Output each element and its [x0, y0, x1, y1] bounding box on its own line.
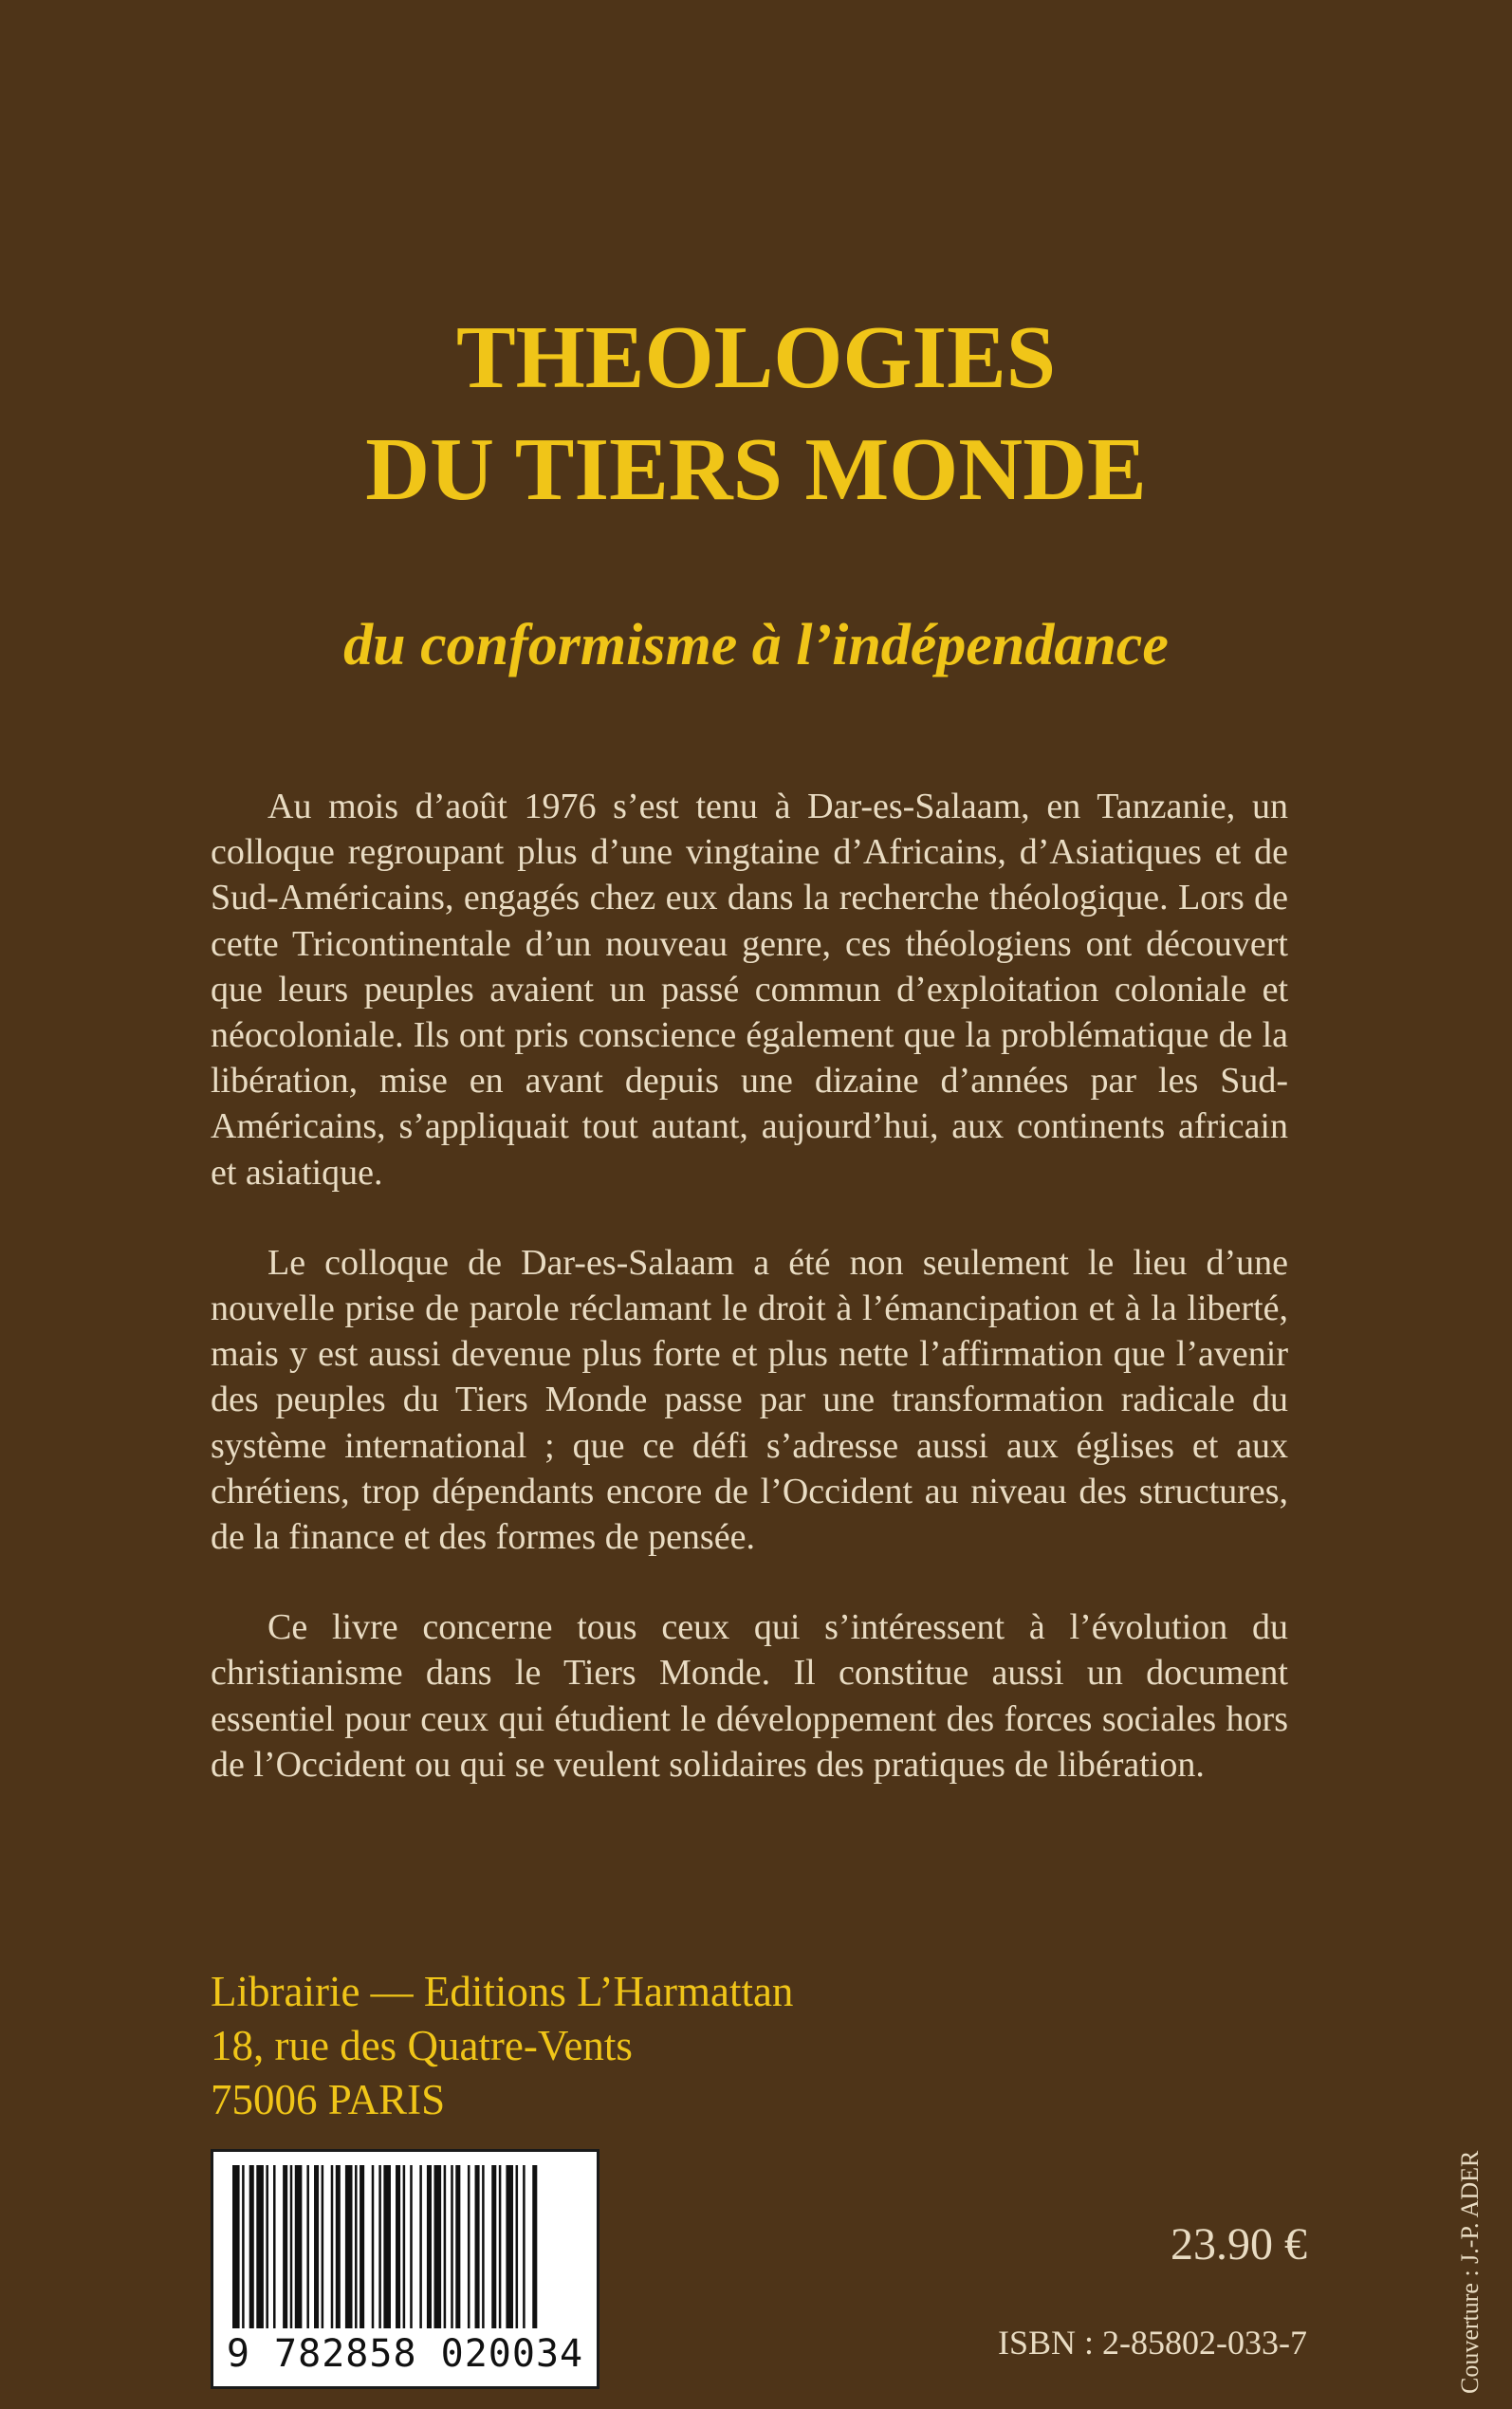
book-title-line-1: THEOLOGIES — [455, 308, 1057, 407]
back-cover-blurb — [211, 784, 1288, 1832]
barcode — [211, 2149, 599, 2389]
price: 23.90 € — [1171, 2219, 1307, 2270]
isbn: ISBN : 2-85802-033-7 — [998, 2324, 1307, 2362]
book-title-line-2: DU TIERS MONDE — [365, 420, 1147, 519]
publisher-city: 75006 PARIS — [211, 2076, 446, 2123]
cover-credit: Couverture : J.-P. ADER — [1456, 2150, 1484, 2394]
book-subtitle: du conformisme à l’indépendance — [343, 613, 1169, 677]
blurb-paragraph-2: Le colloque de Dar-es-Salaam a été non seulement le lieu d’une nouvelle prise de parole réclamant le droit à l’émancipation et à la liberté, mais y est aussi devenue plus forte et plus nette l’affirmation que l’avenir des peuples du Tiers Monde passe par une transformation radicale du système international ; que ce défi s’adresse aussi aux églises et aux chrétiens, trop dépendants encore de l’Occident au niveau des structures, de la finance et des formes de pensée. — [211, 1242, 1288, 1558]
blurb-paragraph-3: Ce livre concerne tous ceux qui s’intéressent à l’évolution du christianisme dans le Tiers Monde. Il constitue aussi un document essentiel pour ceux qui étudient le développement des forces sociales hors de l’Occident ou qui se veulent solidaires des pratiques de libération. — [211, 1607, 1288, 1785]
publisher-street: 18, rue des Quatre-Vents — [211, 2022, 633, 2069]
publisher-name: Librairie — Editions L’Harmattan — [211, 1968, 794, 2015]
publisher-address — [211, 1965, 793, 2127]
barcode-digits: 9 782858 020034 — [226, 2332, 584, 2376]
barcode-bars-icon — [213, 2152, 597, 2332]
blurb-paragraph-1: Au mois d’août 1976 s’est tenu à Dar-es-Salaam, en Tanzanie, un colloque regroupant plus d’une vingtaine d’Africains, d’Asiatiques et de Sud-Américains, engagés chez eux dans la recherche théologique. Lors de cette Tricontinentale d’un nouveau genre, ces théologiens ont découvert que leurs peuples avaient un passé commun d’exploitation coloniale et néocoloniale. Ils ont pris conscience également que la problématique de la libération, mise en avant depuis une dizaine d’années par les Sud-Américains, s’appliquait tout autant, aujourd’hui, aux continents africain et asiatique. — [211, 787, 1288, 1193]
